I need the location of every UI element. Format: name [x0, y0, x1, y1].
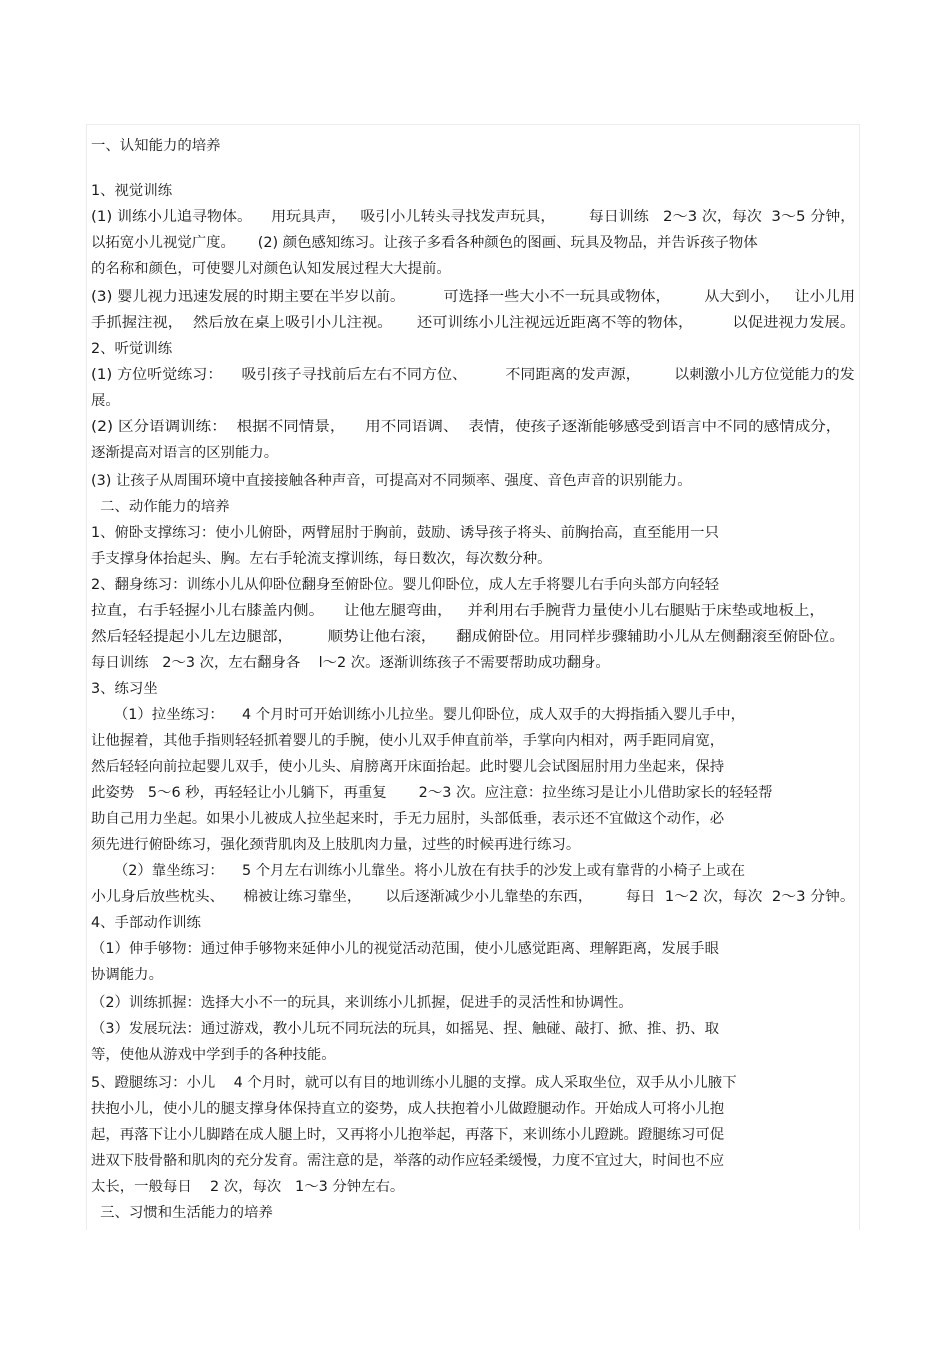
- text-line: 2、翻身练习：训练小儿从仰卧位翻身至俯卧位。婴儿仰卧位，成人左手将婴儿右手向头部方向轻轻: [91, 577, 719, 593]
- text-line: 4、手部动作训练: [91, 915, 201, 931]
- text-line: （1）拉坐练习： 4 个月时可开始训练小儿拉坐。婴儿仰卧位，成人双手的大拇指插入婴儿手中，: [91, 707, 746, 723]
- text-line: 此姿势 5～6 秒，再轻轻让小儿躺下，再重复 2～3 次。应注意：拉坐练习是让小儿借助家长的轻轻帮: [91, 785, 773, 801]
- text-line: (3) 让孩子从周围环境中直接接触各种声音，可提高对不同频率、强度、音色声音的识别能力。: [91, 473, 692, 489]
- text-line: （3）发展玩法：通过游戏，教小儿玩不同玩法的玩具，如摇晃、捏、触碰、敲打、掀、推、扔、取: [91, 1021, 719, 1037]
- text-line: 手支撑身体抬起头、胸。左右手轮流支撑训练，每日数次，每次数分种。: [91, 551, 552, 567]
- text-line: 1、视觉训练: [91, 183, 173, 199]
- text-line: （2）靠坐练习： 5 个月左右训练小儿靠坐。将小儿放在有扶手的沙发上或有靠背的小椅子上或在: [91, 863, 746, 879]
- text-line: 然后轻轻向前拉起婴儿双手，使小儿头、肩膀离开床面抬起。此时婴儿会试图屈肘用力坐起来，保持: [91, 759, 725, 775]
- text-line: 2、听觉训练: [91, 341, 173, 357]
- text-line: 以拓宽小儿视觉广度。 (2) 颜色感知练习。让孩子多看各种颜色的图画、玩具及物品，并告诉孩子物体: [91, 235, 758, 251]
- text-line: 一、认知能力的培养: [91, 138, 221, 154]
- text-line: 手抓握注视， 然后放在桌上吸引小儿注视。 还可训练小儿注视远近距离不等的物体， 以促进视力发展。: [91, 315, 856, 331]
- text-line: 进双下肢骨骼和肌肉的充分发育。需注意的是，举落的动作应轻柔缓慢，力度不宜过大，时间也不应: [91, 1153, 725, 1169]
- text-line: 拉直，右手轻握小儿右膝盖内侧。 让他左腿弯曲， 并利用右手腕背力量使小儿右腿贴于床垫或地板上，: [91, 603, 825, 619]
- text-line: 逐渐提高对语言的区别能力。: [91, 445, 279, 461]
- text-line: （1）伸手够物：通过伸手够物来延伸小儿的视觉活动范围，使小儿感觉距离、理解距离，发展手眼: [91, 941, 719, 957]
- text-line: (1) 训练小儿追寻物体。 用玩具声， 吸引小儿转头寻找发声玩具， 每日训练 2～3 次，每次 3～5 分钟，: [91, 209, 856, 225]
- text-line: 等，使他从游戏中学到手的各种技能。: [91, 1047, 336, 1063]
- text-line: 起，再落下让小儿脚踏在成人腿上时，又再将小儿抱举起，再落下，来训练小儿蹬跳。蹬腿练习可促: [91, 1127, 725, 1143]
- text-line: 展。: [91, 393, 120, 409]
- text-line: 助自己用力坐起。如果小儿被成人拉坐起来时，手无力屈肘，头部低垂，表示还不宜做这个动作，必: [91, 811, 725, 827]
- text-line: (1) 方位听觉练习： 吸引孩子寻找前后左右不同方位、 不同距离的发声源， 以刺激小儿方位觉能力的发: [91, 367, 855, 383]
- text-line: 扶抱小儿，使小儿的腿支撑身体保持直立的姿势，成人扶抱着小儿做蹬腿动作。开始成人可将小儿抱: [91, 1101, 725, 1117]
- text-line: 小儿身后放些枕头、 棉被让练习靠坐， 以后逐渐减少小儿靠垫的东西， 每日 1～2 次，每次 2～3 分钟。: [91, 889, 855, 905]
- text-line: 协调能力。: [91, 967, 163, 983]
- text-line: 每日训练 2～3 次，左右翻身各 l～2 次。逐渐训练孩子不需要帮助成功翻身。: [91, 655, 610, 671]
- text-line: （2）训练抓握：选择大小不一的玩具，来训练小儿抓握，促进手的灵活性和协调性。: [91, 995, 633, 1011]
- text-line: 让他握着，其他手指则轻轻抓着婴儿的手腕，使小儿双手伸直前举，手掌向内相对，两手距同肩宽，: [91, 733, 725, 749]
- text-line: 须先进行俯卧练习，强化颈背肌肉及上肢肌肉力量，过些的时候再进行练习。: [91, 837, 581, 853]
- text-line: (2) 区分语调训练： 根据不同情景， 用不同语调、 表情，使孩子逐渐能够感受到语言中不同的感情成分，: [91, 419, 842, 435]
- text-line: 二、动作能力的培养: [91, 499, 230, 515]
- text-line: 的名称和颜色，可使婴儿对颜色认知发展过程大大提前。: [91, 261, 451, 277]
- text-line: 3、练习坐: [91, 681, 158, 697]
- text-line: 然后轻轻提起小儿左边腿部， 顺势让他右滚， 翻成俯卧位。用同样步骤辅助小儿从左侧翻滚至俯卧位。: [91, 629, 845, 645]
- text-line: 三、习惯和生活能力的培养: [91, 1205, 273, 1221]
- text-line: 1、俯卧支撑练习：使小儿俯卧，两臂屈肘于胸前，鼓励、诱导孩子将头、前胸抬高，直至能用一只: [91, 525, 719, 541]
- text-line: 太长，一般每日 2 次，每次 1～3 分钟左右。: [91, 1179, 405, 1195]
- document-page: [86, 124, 860, 1230]
- text-line: (3) 婴儿视力迅速发展的时期主要在半岁以前。 可选择一些大小不一玩具或物体， 从大到小， 让小儿用: [91, 289, 856, 305]
- text-line: 5、蹬腿练习：小儿 4 个月时，就可以有目的地训练小儿腿的支撑。成人采取坐位，双手从小儿腋下: [91, 1075, 737, 1091]
